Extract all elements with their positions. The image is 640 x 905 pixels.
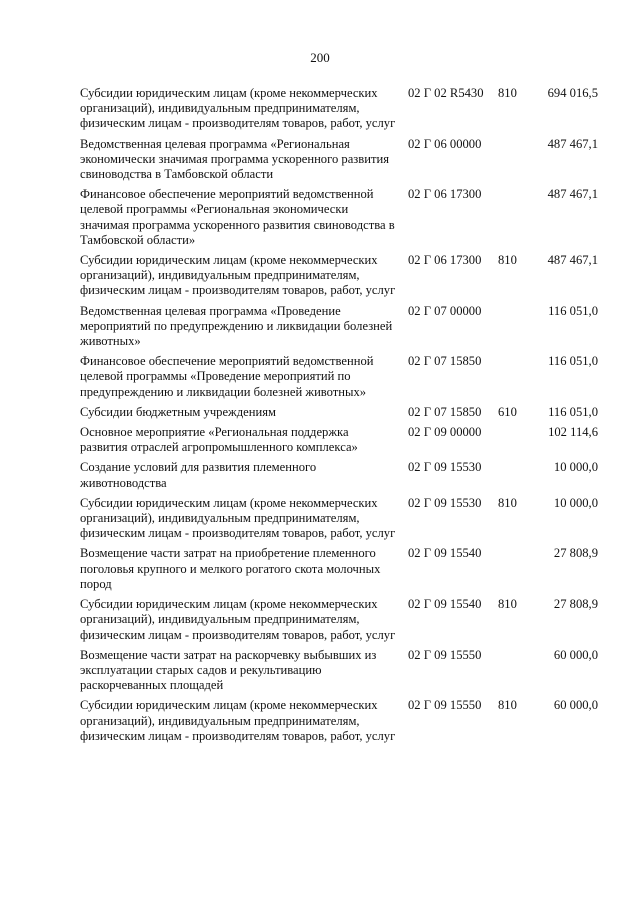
- table-row: [80, 460, 608, 490]
- row-code: 02 Г 09 15550: [408, 698, 482, 713]
- table-row: [80, 304, 608, 350]
- row-code: 02 Г 09 15530: [408, 495, 482, 510]
- row-amount: 27 808,9: [553, 597, 598, 612]
- row-expense-type: 810: [498, 86, 517, 100]
- row-amount: 116 051,0: [548, 303, 598, 318]
- row-amount: 102 114,6: [548, 425, 598, 440]
- budget-table: [80, 86, 608, 749]
- row-code: 02 Г 09 15540: [408, 546, 482, 561]
- row-amount: 116 051,0: [548, 354, 598, 369]
- row-code: 02 Г 09 15540: [408, 597, 482, 612]
- table-row: [80, 253, 608, 299]
- row-amount: 487 467,1: [547, 253, 598, 268]
- table-row: [80, 597, 608, 643]
- row-amount: 60 000,0: [553, 698, 598, 713]
- row-name: Субсидии юридическим лицам (кроме некоммерческих организаций), индивидуальным предпринимателям, физическим лицам - производителям товаров, работ, услуг: [80, 495, 396, 541]
- row-name: Субсидии бюджетным учреждениям: [80, 404, 276, 419]
- row-code: 02 Г 02 R5430: [408, 86, 484, 100]
- row-name: Субсидии юридическим лицам (кроме некоммерческих организаций), индивидуальным предпринимателям, физическим лицам - производителям товаров, работ, услуг: [80, 597, 396, 642]
- row-code: 02 Г 09 00000: [408, 425, 482, 440]
- row-expense-type: 810: [498, 698, 517, 713]
- row-code: 02 Г 07 15850: [408, 404, 482, 419]
- row-amount: 10 000,0: [553, 460, 598, 475]
- row-name: Финансовое обеспечение мероприятий ведомственной целевой программы «Региональная экономически значимая программа ускоренного развития свиноводства в Тамбовской области»: [80, 187, 395, 247]
- row-expense-type: 610: [498, 404, 517, 419]
- table-row: [80, 354, 608, 400]
- row-code: 02 Г 09 15530: [408, 460, 482, 475]
- table-row: [80, 405, 608, 420]
- row-code: 02 Г 07 15850: [408, 354, 482, 369]
- row-expense-type: 810: [498, 253, 517, 268]
- table-row: [80, 137, 608, 183]
- row-amount: 487 467,1: [547, 187, 598, 202]
- row-expense-type: 810: [498, 597, 517, 612]
- row-code: 02 Г 09 15550: [408, 647, 482, 662]
- row-code: 02 Г 06 17300: [408, 187, 482, 202]
- row-amount: 60 000,0: [553, 647, 598, 662]
- table-row: [80, 187, 608, 248]
- row-name: Субсидии юридическим лицам (кроме некоммерческих организаций), индивидуальным предпринимателям, физическим лицам - производителям товаров, работ, услуг: [80, 698, 396, 743]
- row-code: 02 Г 07 00000: [408, 303, 482, 318]
- row-amount: 694 016,5: [547, 86, 598, 100]
- table-row: [80, 86, 608, 132]
- page-number: 200: [310, 50, 330, 65]
- row-name: Субсидии юридическим лицам (кроме некоммерческих организаций), индивидуальным предпринимателям, физическим лицам - производителям товаров, работ, услуг: [80, 253, 396, 298]
- row-expense-type: 810: [498, 495, 517, 510]
- row-amount: 10 000,0: [553, 495, 598, 510]
- row-name: Финансовое обеспечение мероприятий ведомственной целевой программы «Проведение мероприятий по предупреждению и ликвидации болезней животных»: [80, 354, 374, 399]
- row-name: Ведомственная целевая программа «Региональная экономически значимая программа ускоренного развития свиноводства в Тамбовской области: [80, 136, 389, 182]
- table-row: [80, 546, 608, 592]
- row-name: Субсидии юридическим лицам (кроме некоммерческих организаций), индивидуальным предпринимателям, физическим лицам - производителям товаров, работ, услуг: [80, 86, 396, 131]
- table-row: [80, 648, 608, 694]
- table-row: [80, 425, 608, 455]
- row-amount: 116 051,0: [548, 404, 598, 419]
- table-row: [80, 496, 608, 542]
- row-amount: 27 808,9: [553, 546, 598, 561]
- row-name: Возмещение части затрат на приобретение племенного поголовья крупного и мелкого рогатого скота молочных пород: [80, 546, 381, 591]
- row-name: Ведомственная целевая программа «Проведение мероприятий по предупреждению и ликвидации болезней животных»: [80, 303, 393, 349]
- row-amount: 487 467,1: [547, 136, 598, 151]
- row-code: 02 Г 06 17300: [408, 253, 482, 268]
- table-row: [80, 698, 608, 744]
- row-code: 02 Г 06 00000: [408, 136, 482, 151]
- row-name: Создание условий для развития племенного животноводства: [80, 460, 317, 490]
- row-name: Возмещение части затрат на раскорчевку выбывших из эксплуатации старых садов и рекультивацию раскорчеванных площадей: [80, 647, 377, 693]
- row-name: Основное мероприятие «Региональная поддержка развития отраслей агропромышленного комплекса»: [80, 425, 358, 455]
